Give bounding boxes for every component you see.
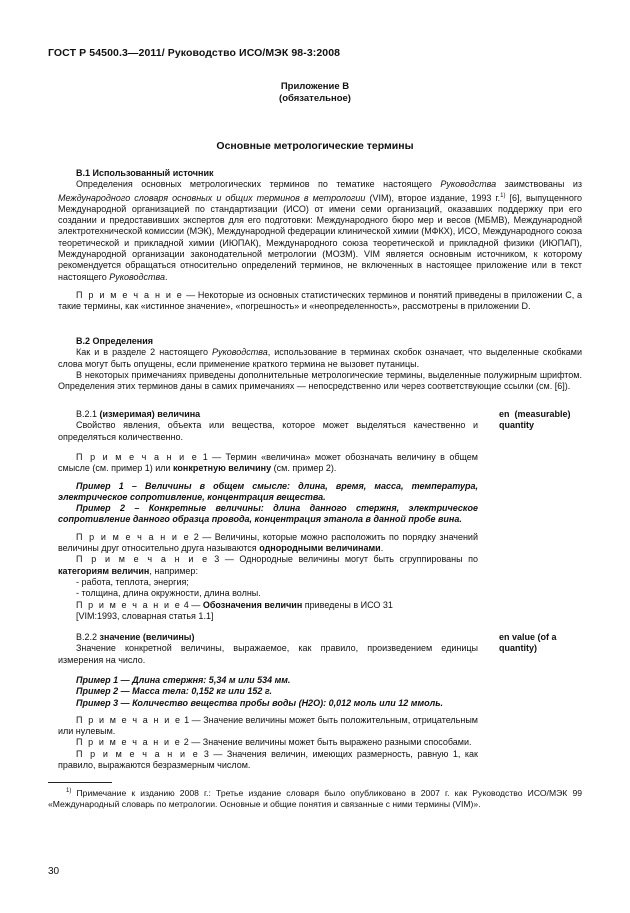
- footnote-text: Примечание к изданию 2008 г.: Третье издание словаря было опубликовано в 2007 г. как Руководство ИСО/МЭК 99 «Международный словарь по метрологии. Основные и общие понятия и связанные с ними термины (VIM)».: [48, 787, 582, 809]
- footnote-divider: [48, 782, 112, 783]
- b21-note-2: П р и м е ч а н и е 2 — Величины, которые можно расположить по порядку значений величины друг относительно друга называются однородными величинами.: [58, 531, 478, 554]
- b22-example-2: Пример 2 — Масса тела: 0,152 кг или 152 г.: [76, 686, 273, 697]
- b22-title: В.2.2 значение (величины): [76, 632, 195, 642]
- b2-paragraph-1: Как и в разделе 2 настоящего Руководства, использование в терминах скобок означает, что выделенные скобками слова могут быть опущены, если применение краткого термина не вызовет путаницы.: [58, 347, 582, 369]
- b21-list-item-2: - толщина, длина окружности, длина волны.: [76, 588, 261, 599]
- b22-note-3: П р и м е ч а н и е 3 — Значения величин, имеющих размерность, равную 1, как правило, выражаются безразмерным числом.: [58, 748, 478, 771]
- b21-note-1: П р и м е ч а н и е 1 — Термин «величина» может обозначать величину в общем смысле (см. пример 1) или конкретную величину (см. пример 2).: [58, 452, 478, 474]
- b21-definition: Свойство явления, объекта или вещества, которое может выделяться качественно и определяться количественно.: [58, 420, 478, 442]
- section-b1: [58, 168, 582, 313]
- appendix-status: (обязательное): [279, 93, 351, 104]
- b21-example-1: Пример 1 – Величины в общем смысле: длина, время, масса, температура, электрическое сопротивление, концентрация вещества.: [58, 480, 478, 502]
- b21-en-term: en (measurable) quantity: [499, 409, 571, 431]
- b21-vim-reference: [VIM:1993, словарная статья 1.1]: [76, 610, 214, 621]
- b2-heading: В.2 Определения: [76, 336, 153, 346]
- appendix-label: Приложение В: [280, 81, 350, 92]
- b1-note: П р и м е ч а н и е — Некоторые из основных статистических терминов и понятий приведены в приложении С, а такие термины, как «истинное значение», «погрешность» и «неопределенность», рассмотрены в приложении D.: [58, 289, 583, 312]
- b2-paragraph-2: В некоторых примечаниях приведены дополнительные метрологические термины, выделенные полужирным шрифтом. Определения этих терминов даны в самих примечаниях — непосредственно или через соответствующие ссылки (см. [6]).: [58, 369, 582, 392]
- b22-definition: Значение конкретной величины, выражаемое, как правило, произведением единицы измерения на число.: [58, 643, 478, 665]
- term-b22: [58, 632, 478, 666]
- b21-title: В.2.1 (измеримая) величина: [76, 409, 201, 419]
- b22-note-2: П р и м е ч а н и е 2 — Значение величины может быть выражено разными способами.: [76, 737, 472, 748]
- b21-notes: [58, 452, 478, 622]
- page-number: 30: [48, 866, 60, 877]
- b21-example-2: Пример 2 – Конкретные величины: длина данного стержня, электрическое сопротивление данного образца провода, концентрация этанола в данной пробе вина.: [58, 503, 478, 525]
- section-b2: [58, 336, 582, 392]
- section-title: Основные метрологические термины: [216, 140, 414, 152]
- b1-paragraph: Определения основных метрологических терминов по тематике настоящего Руководства заимствованы из Международного словаря основных и общих терминов в метрологии (VIM), второе издание, 1993 г.$^{1)}$ [6], выпущенного Международной организацией по стандартизации (ИСО) от имени семи организаций, оказавших поддержку при его создании и предоставивших экспертов для его подготовки: Международного бюро мер и весов (МБМВ), Международной электротехнической комиссии (МЭК), Международной федерации клинической химии (МФКХ), ИСО, Международного союза теоретической и прикладной химии (ИЮПАК), Международного союза теоретической и прикладной физики (ИЮПАП), Международной организации законодательной метрологии (МОЗМ). VIM является основным источником, к которому рекомендуется обращаться относительно определений терминов, не включенных в настоящее приложение или в текст настоящего Руководства.: [58, 179, 582, 282]
- footnote-mark: 1): [66, 788, 72, 794]
- b22-example-1: Пример 1 — Длина стержня: 5,34 м или 534 мм.: [76, 675, 291, 685]
- footnote-ref: 1): [500, 192, 506, 199]
- b22-en-term: en value (of a quantity): [499, 632, 557, 654]
- b22-note-1: П р и м е ч а н и е 1 — Значение величины может быть положительным, отрицательным или нулевым.: [58, 714, 478, 737]
- b22-example-3: Пример 3 — Количество вещества пробы воды (H2O): 0,012 моль или 12 ммоль.: [76, 697, 444, 708]
- term-b21: [58, 409, 478, 443]
- footnote: [48, 786, 582, 810]
- b21-note-3: П р и м е ч а н и е 3 — Однородные величины могут быть сгруппированы по категориям величин, например:: [58, 554, 478, 576]
- document-header: ГОСТ Р 54500.3—2011/ Руководство ИСО/МЭК 98-3:2008: [48, 47, 341, 59]
- b1-heading: В.1 Использованный источник: [76, 168, 214, 178]
- b22-examples: [58, 675, 478, 771]
- b21-note-4: П р и м е ч а н и е 4 — Обозначения величин приведены в ИСО 31: [76, 599, 393, 610]
- b21-list-item-1: - работа, теплота, энергия;: [76, 576, 189, 587]
